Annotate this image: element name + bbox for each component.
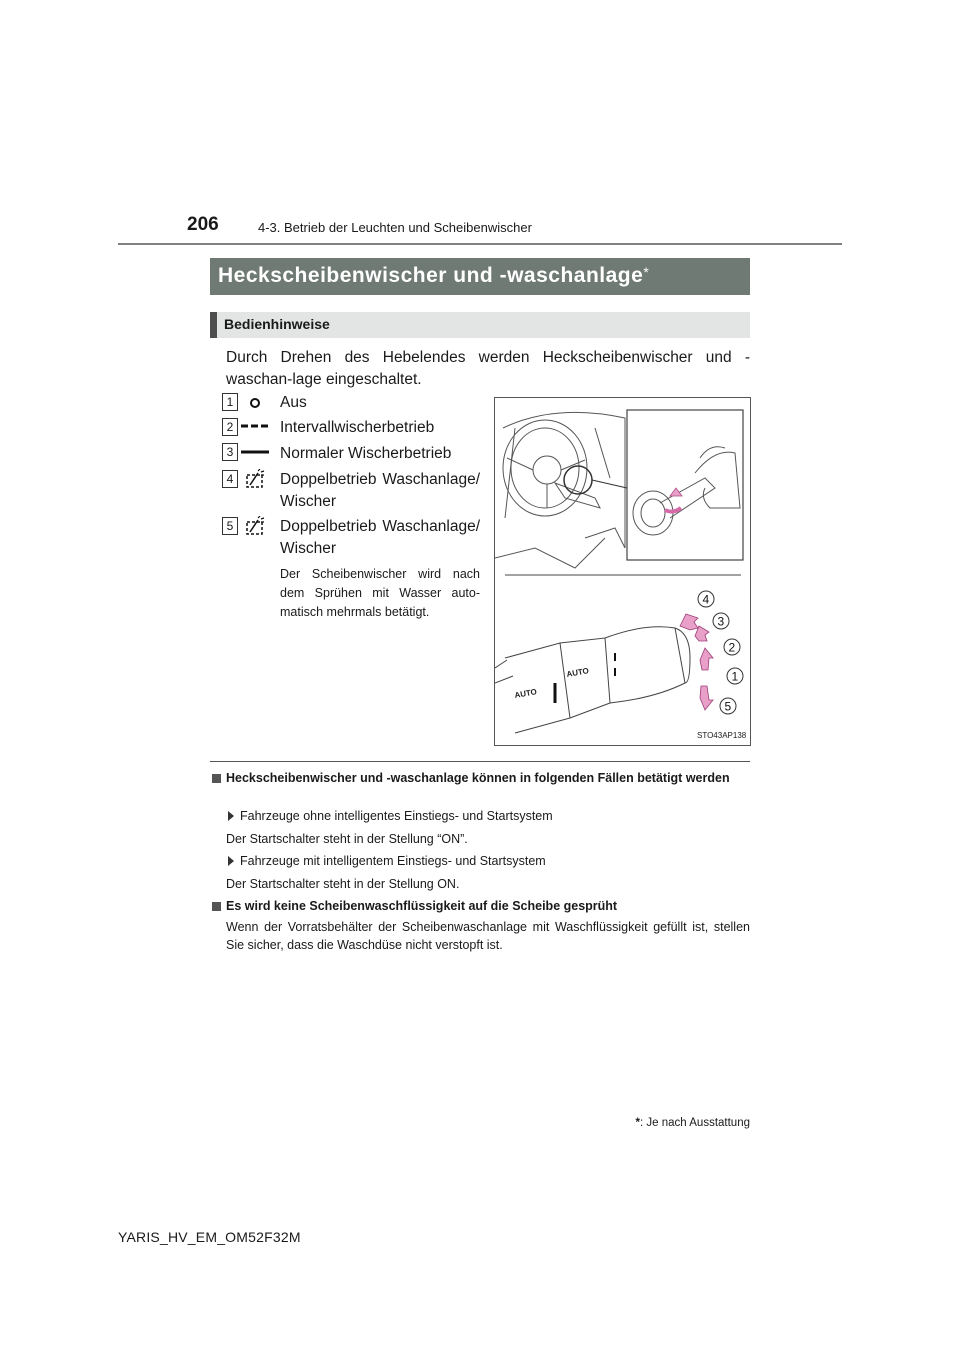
item-number: 2 (222, 418, 238, 436)
footnote-text: : Je nach Ausstattung (640, 1117, 750, 1129)
bullet-text: Der Startschalter steht in der Stellung “ON”. (226, 832, 468, 846)
item-label: Doppelbetrieb Waschanlage/ Wischer (280, 518, 480, 557)
item-number: 3 (222, 443, 238, 461)
intro-text: Durch Drehen des Hebelendes werden Heckscheibenwischer und -waschan-lage eingeschaltet. (226, 349, 750, 388)
washer-wiper-icon (244, 469, 266, 489)
callout-3: 3 (717, 614, 725, 629)
item-note: Der Scheibenwischer wird nach dem Sprühen mit Wasser auto-matisch mehrmals betätigt. (280, 567, 480, 619)
item-number: 1 (222, 393, 238, 411)
title-star: * (643, 264, 650, 280)
callout-5: 5 (724, 699, 732, 714)
off-ring-icon (248, 396, 262, 410)
dashed-line-icon (241, 423, 269, 429)
header-rule (118, 243, 842, 245)
illustration-frame (494, 397, 751, 746)
wiper-lever-illustration (495, 398, 750, 745)
footnote (600, 1117, 750, 1129)
page-title (218, 264, 649, 288)
section-heading: Heckscheibenwischer und -waschanlage können in folgenden Fällen betätigt werden (226, 771, 730, 785)
bullet-arrow-icon (228, 856, 234, 866)
page-title-text: Heckscheibenwischer und -waschanlage (218, 264, 644, 287)
item-number: 4 (222, 470, 238, 488)
figure-code: STO43AP138 (697, 731, 747, 740)
item-number: 5 (222, 517, 238, 535)
solid-line-icon (241, 449, 269, 455)
chapter-title: 4-3. Betrieb der Leuchten und Scheibenwischer (258, 220, 532, 235)
item-label: Doppelbetrieb Waschanlage/ Wischer (280, 471, 480, 510)
bullet-label: Fahrzeuge mit intelligentem Einstiegs- und Startsystem (240, 854, 546, 868)
callout-4: 4 (702, 592, 710, 607)
callout-2: 2 (728, 640, 736, 655)
item-label: Aus (280, 394, 307, 411)
page-number: 206 (187, 214, 219, 235)
footer-code: YARIS_HV_EM_OM52F32M (118, 1229, 301, 1245)
item-label: Normaler Wischerbetrieb (280, 445, 452, 462)
lever-auto-label-left: AUTO (513, 687, 538, 700)
bullet-text: Der Startschalter steht in der Stellung ON. (226, 877, 460, 891)
subheading-mark (210, 312, 217, 338)
washer-wiper-icon (244, 516, 266, 536)
subheading: Bedienhinweise (224, 316, 330, 332)
callout-1: 1 (731, 669, 739, 684)
section-rule (210, 761, 750, 762)
bullet-arrow-icon (228, 811, 234, 821)
item-label: Intervallwischerbetrieb (280, 419, 435, 436)
bullet-label: Fahrzeuge ohne intelligentes Einstiegs- und Startsystem (240, 809, 553, 823)
section-text: Wenn der Vorratsbehälter der Scheibenwaschanlage mit Waschflüssigkeit gefüllt ist, stellen Sie sicher, dass die Waschdüse nicht verstopft ist. (226, 920, 750, 952)
lever-auto-label: AUTO (565, 666, 590, 679)
footnote-star: * (635, 1117, 641, 1129)
section-square-icon (212, 774, 221, 783)
section-square-icon (212, 902, 221, 911)
section-heading: Es wird keine Scheibenwaschflüssigkeit auf die Scheibe gesprüht (226, 899, 618, 913)
